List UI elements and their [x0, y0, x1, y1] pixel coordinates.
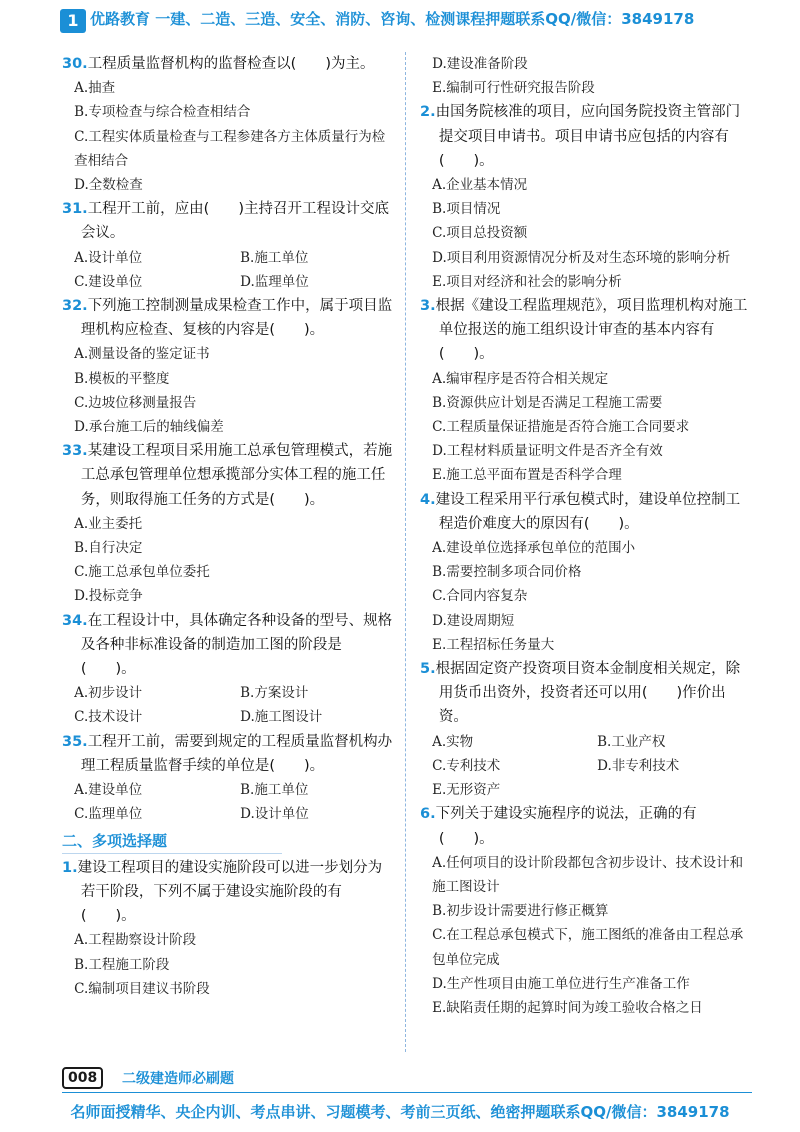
answer-option: C.监理单位 [74, 806, 143, 823]
question-text: 工程质量监督机构的监督检查以( )为主。 [87, 56, 375, 72]
answer-option-row [62, 246, 394, 270]
answer-option: D.全数检查 [74, 177, 143, 194]
question-text: 根据《建设工程监理规范》，项目监理机构对施工单位报送的施工组织设计审查的基本内容有( )。 [435, 298, 748, 363]
answer-option: E.工程招标任务量大 [432, 636, 555, 653]
question-item [420, 802, 750, 1020]
question-stem [420, 488, 750, 536]
answer-option: D.项目利用资源情况分析及对生态环境的影响分析 [432, 249, 731, 266]
answer-option: A.企业基本情况 [432, 177, 528, 194]
answer-option: E.施工总平面布置是否科学合理 [432, 467, 622, 484]
question-number: 35. [62, 733, 88, 750]
question-number: 4. [420, 491, 436, 508]
answer-option: A.编审程序是否符合相关规定 [432, 370, 609, 387]
question-text: 工程开工前，应由( )主持召开工程设计交底会议。 [80, 201, 389, 242]
answer-option: B.自行决定 [74, 540, 143, 557]
question-item [62, 856, 394, 1001]
answer-option: D.建设周期短 [432, 612, 515, 629]
question-stem [62, 294, 394, 342]
question-item [420, 488, 750, 657]
answer-option: B.专项检查与综合检查相结合 [74, 104, 251, 121]
footer-rule [62, 1092, 752, 1093]
question-text: 下列关于建设实施程序的说法，正确的有( )。 [435, 806, 697, 847]
answer-option: A.测量设备的鉴定证书 [74, 346, 210, 363]
question-text: 下列施工控制测量成果检查工作中，属于项目监理机构应检查、复核的内容是( )。 [80, 298, 393, 339]
answer-option: B.施工单位 [240, 782, 309, 799]
answer-option: D.施工图设计 [240, 709, 323, 726]
question-text: 根据固定资产投资项目资本金制度相关规定，除用货币出资外，投资者还可以用( )作价出资。 [435, 661, 741, 726]
question-text: 由国务院核准的项目，应向国务院投资主管部门提交项目申请书。项目申请书应包括的内容有( )。 [435, 104, 741, 169]
publisher-logo: 1 [60, 9, 86, 33]
answer-option: E.项目对经济和社会的影响分析 [432, 273, 622, 290]
answer-option: D.工程材料质量证明文件是否齐全有效 [432, 443, 663, 460]
answer-option: A.建设单位选择承包单位的范围小 [432, 540, 636, 557]
answer-option: A.任何项目的设计阶段都包含初步设计、技术设计和施工图设计 [432, 854, 744, 895]
question-stem [62, 856, 394, 929]
question-number: 31. [62, 201, 88, 218]
question-stem [420, 802, 750, 850]
answer-option: B.项目情况 [432, 201, 501, 218]
answer-option: A.建设单位 [74, 782, 143, 799]
question-item [420, 100, 750, 294]
question-number: 2. [420, 104, 436, 121]
question-stem [62, 197, 394, 245]
answer-option: C.编制项目建议书阶段 [74, 980, 210, 997]
question-number: 30. [62, 56, 88, 72]
answer-option: A.工程勘察设计阶段 [74, 932, 197, 949]
answer-option: D.监理单位 [240, 273, 309, 290]
question-item [62, 439, 394, 608]
question-item [420, 294, 750, 488]
answer-option-row [62, 778, 394, 802]
answer-option: B.方案设计 [240, 685, 309, 702]
answer-option: E.编制可行性研究报告阶段 [432, 80, 595, 97]
column-divider [405, 52, 406, 1052]
question-item [62, 197, 394, 294]
answer-option: A.实物 [432, 733, 474, 750]
question-text: 在工程设计中，具体确定各种设备的型号、规格及各种非标准设备的制造加工图的阶段是( )。 [80, 612, 393, 678]
answer-option: B.模板的平整度 [74, 370, 170, 387]
answer-option: B.工业产权 [597, 733, 666, 750]
answer-option: C.专利技术 [432, 757, 501, 774]
question-item [62, 52, 394, 197]
answer-option: A.设计单位 [74, 249, 143, 266]
question-number: 34. [62, 612, 88, 629]
answer-option-row [62, 705, 394, 729]
answer-option: B.工程施工阶段 [74, 956, 170, 973]
left-column [62, 52, 394, 1001]
answer-option: D.承台施工后的轴线偏差 [74, 419, 224, 436]
question-text: 建设工程采用平行承包模式时，建设单位控制工程造价难度大的原因有( )。 [435, 491, 741, 532]
question-item [420, 657, 750, 802]
question-number: 1. [62, 859, 78, 876]
question-stem [62, 609, 394, 682]
answer-option: C.施工总承包单位委托 [74, 564, 210, 581]
question-stem [420, 100, 750, 173]
question-stem [420, 657, 750, 730]
question-stem [420, 294, 750, 367]
page-number: 008 [62, 1067, 103, 1089]
answer-option: C.项目总投资额 [432, 225, 528, 242]
answer-option: D.生产性项目由施工单位进行生产准备工作 [432, 975, 690, 992]
answer-option: C.边坡位移测量报告 [74, 394, 197, 411]
question-text: 某建设工程项目采用施工总承包管理模式，若施工总承包管理单位想承揽部分实体工程的施工任务，则取得施工任务的方式是( )。 [80, 443, 393, 508]
answer-option: D.非专利技术 [597, 757, 680, 774]
book-title: 二级建造师必刷题 [122, 1071, 234, 1087]
answer-option: C.工程实体质量检查与工程参建各方主体质量行为检查相结合 [74, 128, 386, 169]
answer-option: C.合同内容复杂 [432, 588, 528, 605]
answer-option: C.在工程总承包模式下，施工图纸的准备由工程总承包单位完成 [432, 927, 744, 968]
answer-option-row [62, 681, 394, 705]
answer-option: C.技术设计 [74, 709, 143, 726]
question-number: 6. [420, 806, 436, 823]
question-text: 建设工程项目的建设实施阶段可以进一步划分为若干阶段，下列不属于建设实施阶段的有( )。 [77, 859, 383, 925]
bottom-banner: 名师面授精华、央企内训、考点串讲、习题模考、考前三页纸、绝密押题联系QQ/微信：3849178 [70, 1103, 730, 1121]
answer-option: A.抽查 [74, 80, 116, 97]
question-number: 32. [62, 298, 88, 315]
answer-option: B.初步设计需要进行修正概算 [432, 903, 609, 920]
answer-option-row [420, 754, 750, 778]
answer-option-row [62, 270, 394, 294]
answer-option: D.投标竞争 [74, 588, 143, 605]
question-number: 3. [420, 298, 436, 315]
question-item [62, 609, 394, 730]
question-text: 工程开工前，需要到规定的工程质量监督机构办理工程质量监督手续的单位是( )。 [80, 733, 393, 774]
question-stem [62, 52, 394, 76]
section-title: 二、多项选择题 [62, 829, 282, 854]
answer-option: C.建设单位 [74, 273, 143, 290]
answer-option: C.工程质量保证措施是否符合施工合同要求 [432, 419, 690, 436]
answer-option: D.设计单位 [240, 806, 309, 823]
header-banner: 优路教育 一建、二造、三造、安全、消防、咨询、检测课程押题联系QQ/微信：3849178 [90, 10, 695, 28]
page-header [0, 0, 800, 40]
question-number: 5. [420, 661, 436, 678]
question-stem [62, 439, 394, 512]
answer-option: B.资源供应计划是否满足工程施工需要 [432, 394, 663, 411]
question-stem [62, 730, 394, 778]
answer-option: B.施工单位 [240, 249, 309, 266]
right-column [420, 52, 750, 1020]
answer-option: A.初步设计 [74, 685, 143, 702]
question-item [62, 730, 394, 827]
answer-option-row [62, 802, 394, 826]
answer-option: E.无形资产 [432, 782, 501, 799]
answer-option: E.缺陷责任期的起算时间为竣工验收合格之日 [432, 999, 703, 1016]
answer-option: A.业主委托 [74, 515, 143, 532]
answer-option: B.需要控制多项合同价格 [432, 564, 582, 581]
question-item [62, 294, 394, 439]
question-number: 33. [62, 443, 88, 460]
answer-option-row [420, 730, 750, 754]
answer-option: D.建设准备阶段 [432, 56, 528, 72]
